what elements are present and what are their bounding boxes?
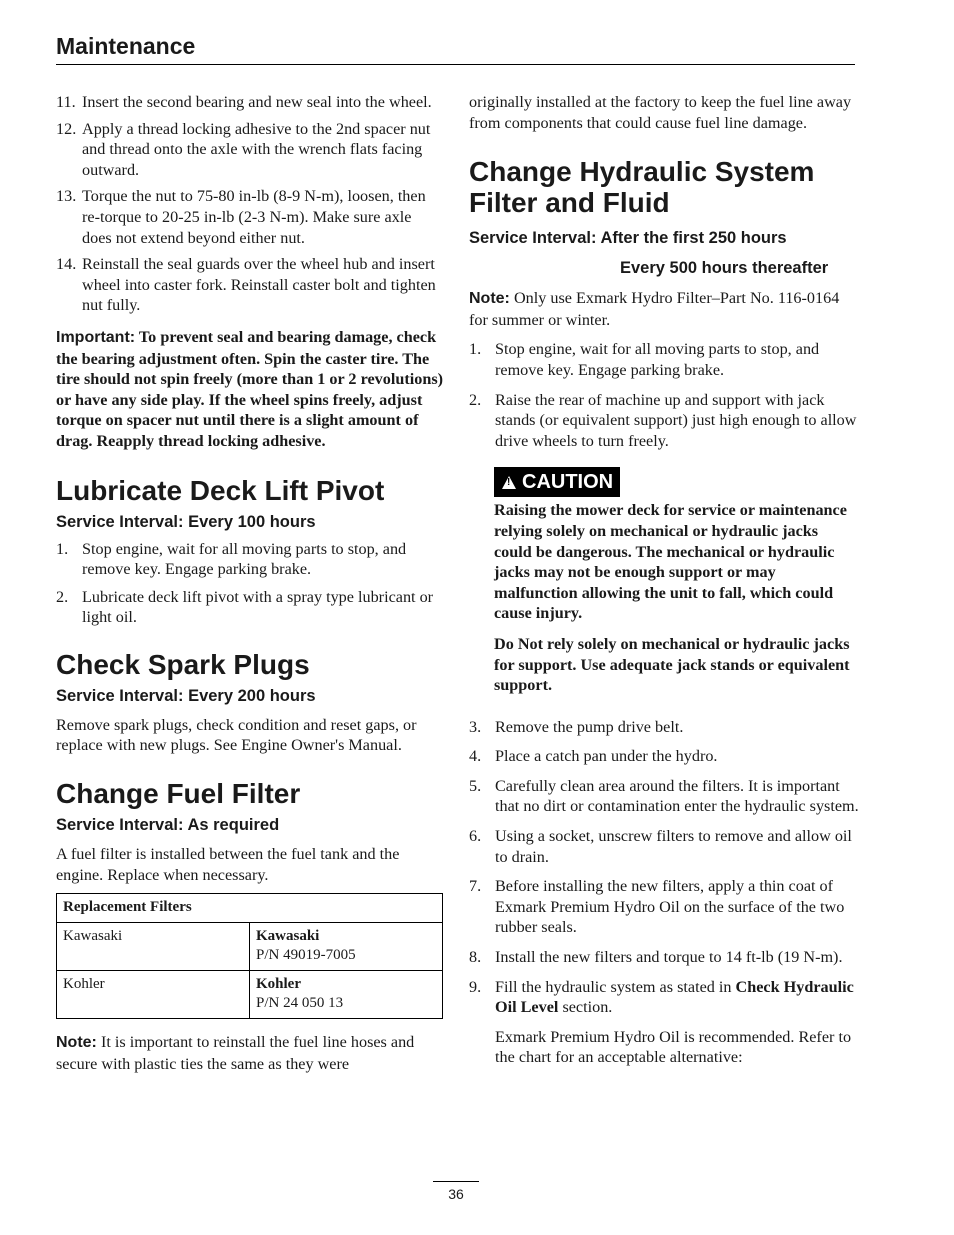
- lubricate-steps-list: [56, 539, 444, 628]
- page-number: 36: [448, 1186, 464, 1202]
- spark-plugs-text: Remove spark plugs, check condition and reset gaps, or replace with new plugs. See Engine Owner's Manual.: [56, 715, 417, 755]
- list-item: 1. Stop engine, wait for all moving parts to stop, and remove key. Engage parking brake.: [56, 539, 407, 579]
- list-item: 9. Fill the hydraulic system as stated in Check Hydraulic Oil Level section.: [469, 977, 854, 1017]
- hydraulic-steps-list-continued: [469, 717, 859, 1018]
- important-notice: Important: To prevent seal and bearing damage, check the bearing adjustment often. Spin the caster tire. The tire should not spin freely (more than 1 or 2 revolutions) or have any side play. If the wheel spins freely, adjust torque on spacer nut until there is a slight amount of drag. Reapply thread locking adhesive.: [56, 327, 444, 450]
- table-cell-part: Kohler P/N 24 050 13: [250, 971, 443, 1019]
- spark-plugs-heading: Check Spark Plugs: [56, 648, 310, 680]
- list-item: 3. Remove the pump drive belt.: [469, 717, 684, 736]
- caution-box: [469, 467, 859, 695]
- table-cell-part: Kawasaki P/N 49019-7005: [250, 923, 443, 971]
- caution-badge: !CAUTION: [494, 467, 620, 497]
- caution-text: Raising the mower deck for service or maintenance relying solely on mechanical or hydraulic jacks could be dangerous. The mechanical or hydraulic jacks may not be enough support or may malfunction allowing the unit to fall, which could cause injury.: [494, 501, 847, 623]
- warning-triangle-icon: [502, 476, 516, 489]
- list-item: 1. Stop engine, wait for all moving parts to stop, and remove key. Engage parking brake.: [469, 340, 820, 379]
- fuel-filter-text: A fuel filter is installed between the fuel tank and the engine. Replace when necessary.: [56, 845, 400, 884]
- hydraulic-heading: Change Hydraulic System Filter and Fluid: [469, 156, 815, 219]
- list-item: 8. Install the new filters and torque to 14 ft-lb (19 N-m).: [469, 948, 843, 967]
- fuel-filter-heading: Change Fuel Filter: [56, 778, 301, 810]
- replacement-filters-table: [56, 893, 443, 1019]
- caution-text-support: Do Not rely solely on mechanical or hydraulic jacks for support. Use adequate jack stands or equivalent support.: [494, 634, 850, 695]
- table-header-row: [57, 894, 443, 923]
- bearing-steps-list: [56, 92, 444, 316]
- table-row: [57, 923, 443, 971]
- list-item: 5. Carefully clean area around the filters. It is important that no dirt or contamination enter the hydraulic system.: [469, 776, 859, 816]
- page-header-title: Maintenance: [56, 33, 196, 59]
- list-item: 2. Raise the rear of machine up and support with jack stands (or equivalent support) just high enough to allow drive wheels to turn freely.: [469, 390, 857, 450]
- list-item: 12. Apply a thread locking adhesive to the 2nd spacer nut and thread onto the axle with the wrench flats facing outward.: [56, 119, 431, 179]
- list-item: 14. Reinstall the seal guards over the wheel hub and insert wheel into caster fork. Reinstall caster bolt and tighten nut fully.: [56, 255, 436, 315]
- list-item: 7. Before installing the new filters, apply a thin coat of Exmark Premium Hydro Oil on the surface of the two rubber seals.: [469, 877, 845, 937]
- table-cell-make: Kohler: [57, 971, 250, 1019]
- page-number-rule: [433, 1181, 479, 1182]
- right-column: [469, 92, 859, 1068]
- list-item: 11. Insert the second bearing and new seal into the wheel.: [56, 93, 432, 111]
- fuel-line-note: Note: It is important to reinstall the fuel line hoses and secure with plastic ties the same as they were: [56, 1033, 415, 1073]
- lubricate-heading: Lubricate Deck Lift Pivot: [56, 474, 385, 506]
- table-row: [57, 971, 443, 1019]
- hydro-filter-note: Note: Only use Exmark Hydro Filter–Part No. 116-0164 for summer or winter.: [469, 289, 840, 329]
- left-column: [56, 92, 444, 1074]
- list-item: 2. Lubricate deck lift pivot with a spray type lubricant or light oil.: [56, 587, 434, 627]
- hydraulic-service-interval: Service Interval: After the first 250 hours Every 500 hours thereafter: [469, 229, 829, 278]
- hydraulic-steps-list: [469, 339, 859, 451]
- hydro-oil-recommendation: Exmark Premium Hydro Oil is recommended. Refer to the chart for an acceptable alternative:: [495, 1027, 852, 1067]
- spark-plugs-service-interval: Service Interval: Every 200 hours: [56, 686, 316, 705]
- list-item: 6. Using a socket, unscrew filters to remove and allow oil to drain.: [469, 827, 852, 866]
- lubricate-service-interval: Service Interval: Every 100 hours: [56, 512, 316, 531]
- list-item: 4. Place a catch pan under the hydro.: [469, 747, 718, 766]
- table-header-cell: Replacement Filters: [57, 894, 443, 923]
- fuel-filter-service-interval: Service Interval: As required: [56, 816, 280, 835]
- fuel-note-continued: originally installed at the factory to keep the fuel line away from components that could cause fuel line damage.: [469, 93, 852, 132]
- table-cell-make: Kawasaki: [57, 923, 250, 971]
- list-item: 13. Torque the nut to 75-80 in-lb (8-9 N-m), loosen, then re-torque to 20-25 in-lb (2-3 N-m). Make sure axle does not extend beyond either nut.: [56, 187, 426, 247]
- header-rule: [56, 64, 855, 65]
